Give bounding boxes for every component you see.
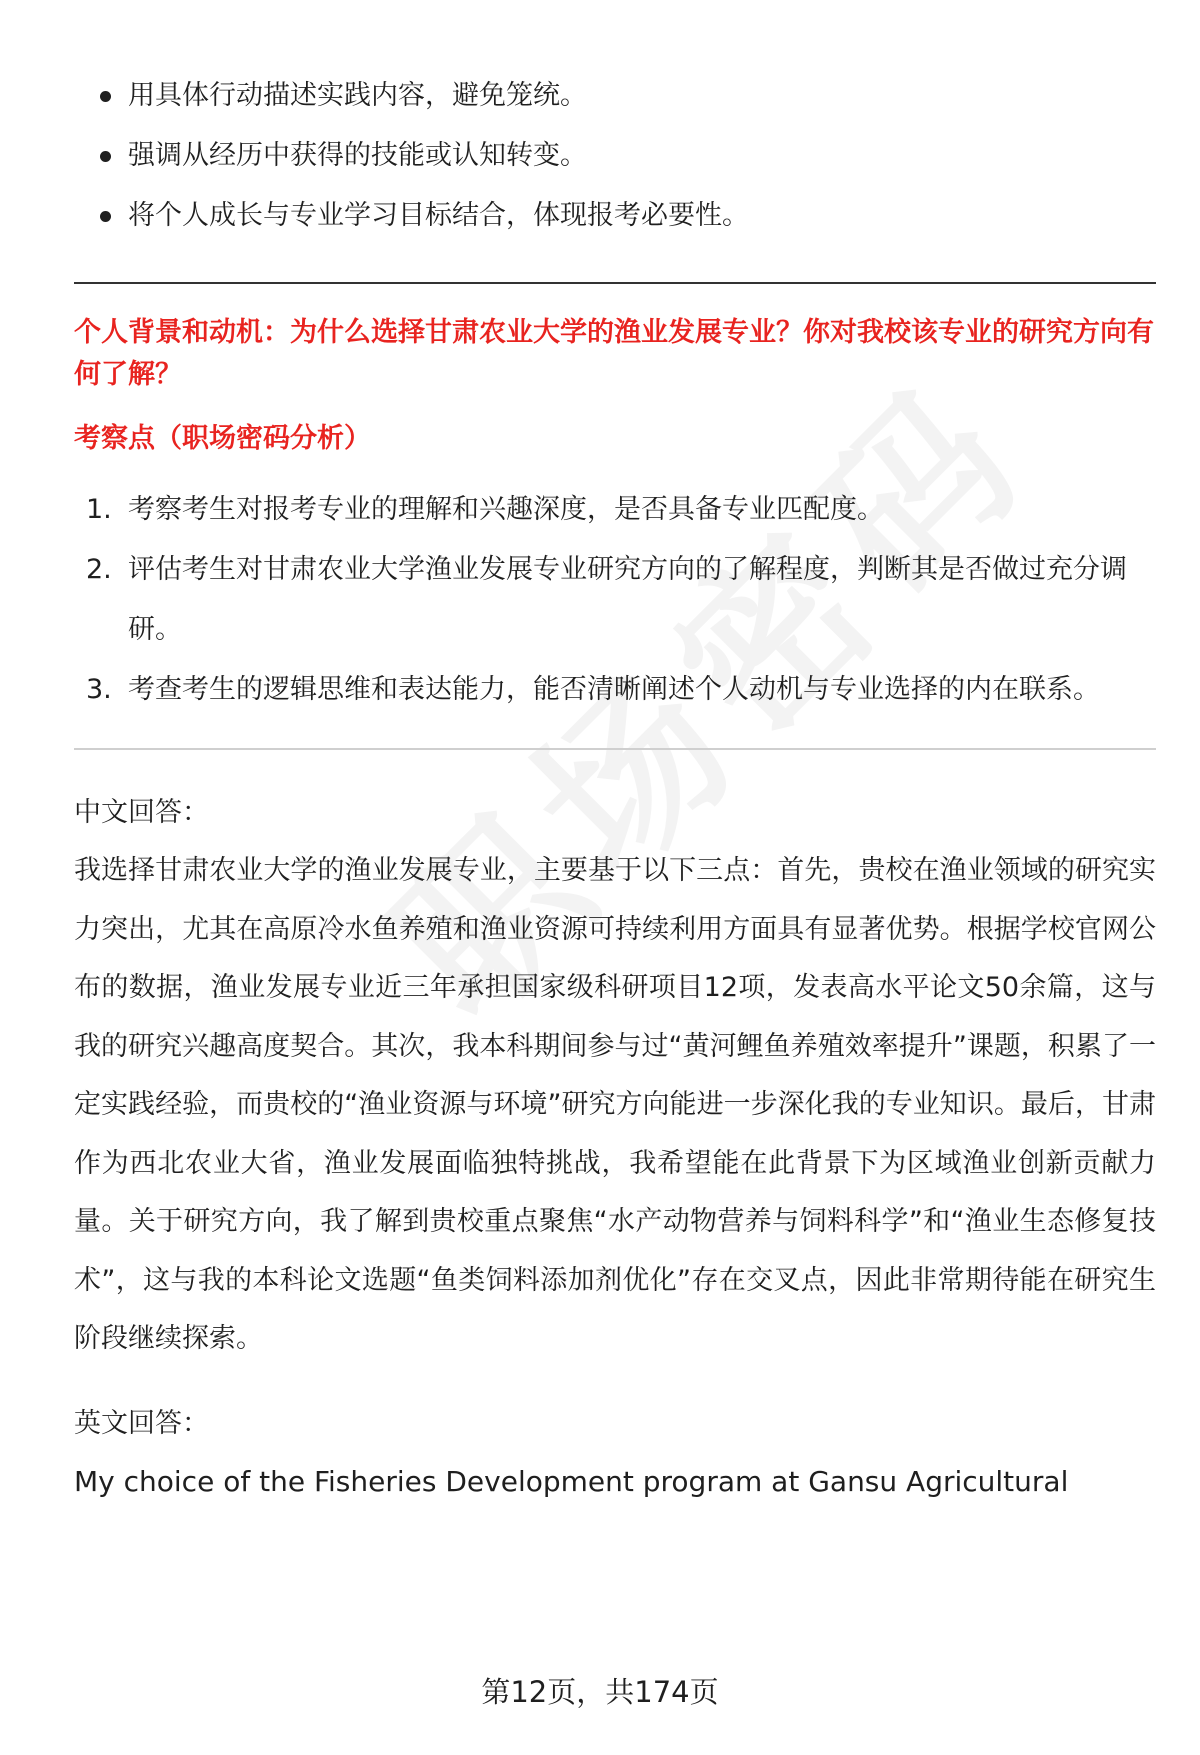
list-item	[74, 540, 1156, 660]
page-number: 第12页，共174页	[481, 1675, 719, 1709]
list-item	[74, 660, 1156, 720]
list-number: 2.	[86, 554, 112, 585]
list-item: 强调从经历中获得的技能或认知转变。	[74, 126, 1156, 186]
list-item-text: 评估考生对甘肃农业大学渔业发展专业研究方向的了解程度，判断其是否做过充分调研。	[128, 554, 1127, 645]
english-answer-text: My choice of the Fisheries Development program at Gansu Agricultural	[74, 1464, 1069, 1498]
spacer	[74, 1369, 1156, 1395]
section-divider	[74, 282, 1156, 284]
list-item-text: 考查考生的逻辑思维和表达能力，能否清晰阐述个人动机与专业选择的内在联系。	[128, 674, 1100, 705]
page-content	[74, 66, 1156, 1511]
list-number: 1.	[86, 494, 112, 525]
list-item	[74, 480, 1156, 540]
question-title: 个人背景和动机：为什么选择甘肃农业大学的渔业发展专业？你对我校该专业的研究方向有何了解？	[74, 317, 1154, 390]
list-item: 将个人成长与专业学习目标结合，体现报考必要性。	[74, 186, 1156, 246]
analysis-point-list	[74, 480, 1156, 720]
answer-divider	[74, 748, 1156, 750]
english-answer-label: 英文回答：	[74, 1407, 209, 1439]
list-item-text: 考察考生对报考专业的理解和兴趣深度，是否具备专业匹配度。	[128, 494, 884, 525]
chinese-answer-text: 我选择甘肃农业大学的渔业发展专业，主要基于以下三点：首先，贵校在渔业领域的研究实力突出，尤其在高原冷水鱼养殖和渔业资源可持续利用方面具有显著优势。根据学校官网公布的数据，渔业发展专业近三年承担国家级科研项目12项，发表高水平论文50余篇，这与我的研究兴趣高度契合。其次，我本科期间参与过“黄河鲤鱼养殖效率提升”课题，积累了一定实践经验，而贵校的“渔业资源与环境”研究方向能进一步深化我的专业知识。最后，甘肃作为西北农业大省，渔业发展面临独特挑战，我希望能在此背景下为区域渔业创新贡献力量。关于研究方向，我了解到贵校重点聚焦“水产动物营养与饲料科学”和“渔业生态修复技术”，这与我的本科论文选题“鱼类饲料添加剂优化”存在交叉点，因此非常期待能在研究生阶段继续探索。	[74, 855, 1156, 1354]
intro-bullet-list	[74, 66, 1156, 246]
list-item: 用具体行动描述实践内容，避免笼统。	[74, 66, 1156, 126]
chinese-answer-label: 中文回答：	[74, 797, 209, 828]
list-number: 3.	[86, 674, 112, 705]
analysis-heading: 考察点（职场密码分析）	[74, 423, 371, 454]
